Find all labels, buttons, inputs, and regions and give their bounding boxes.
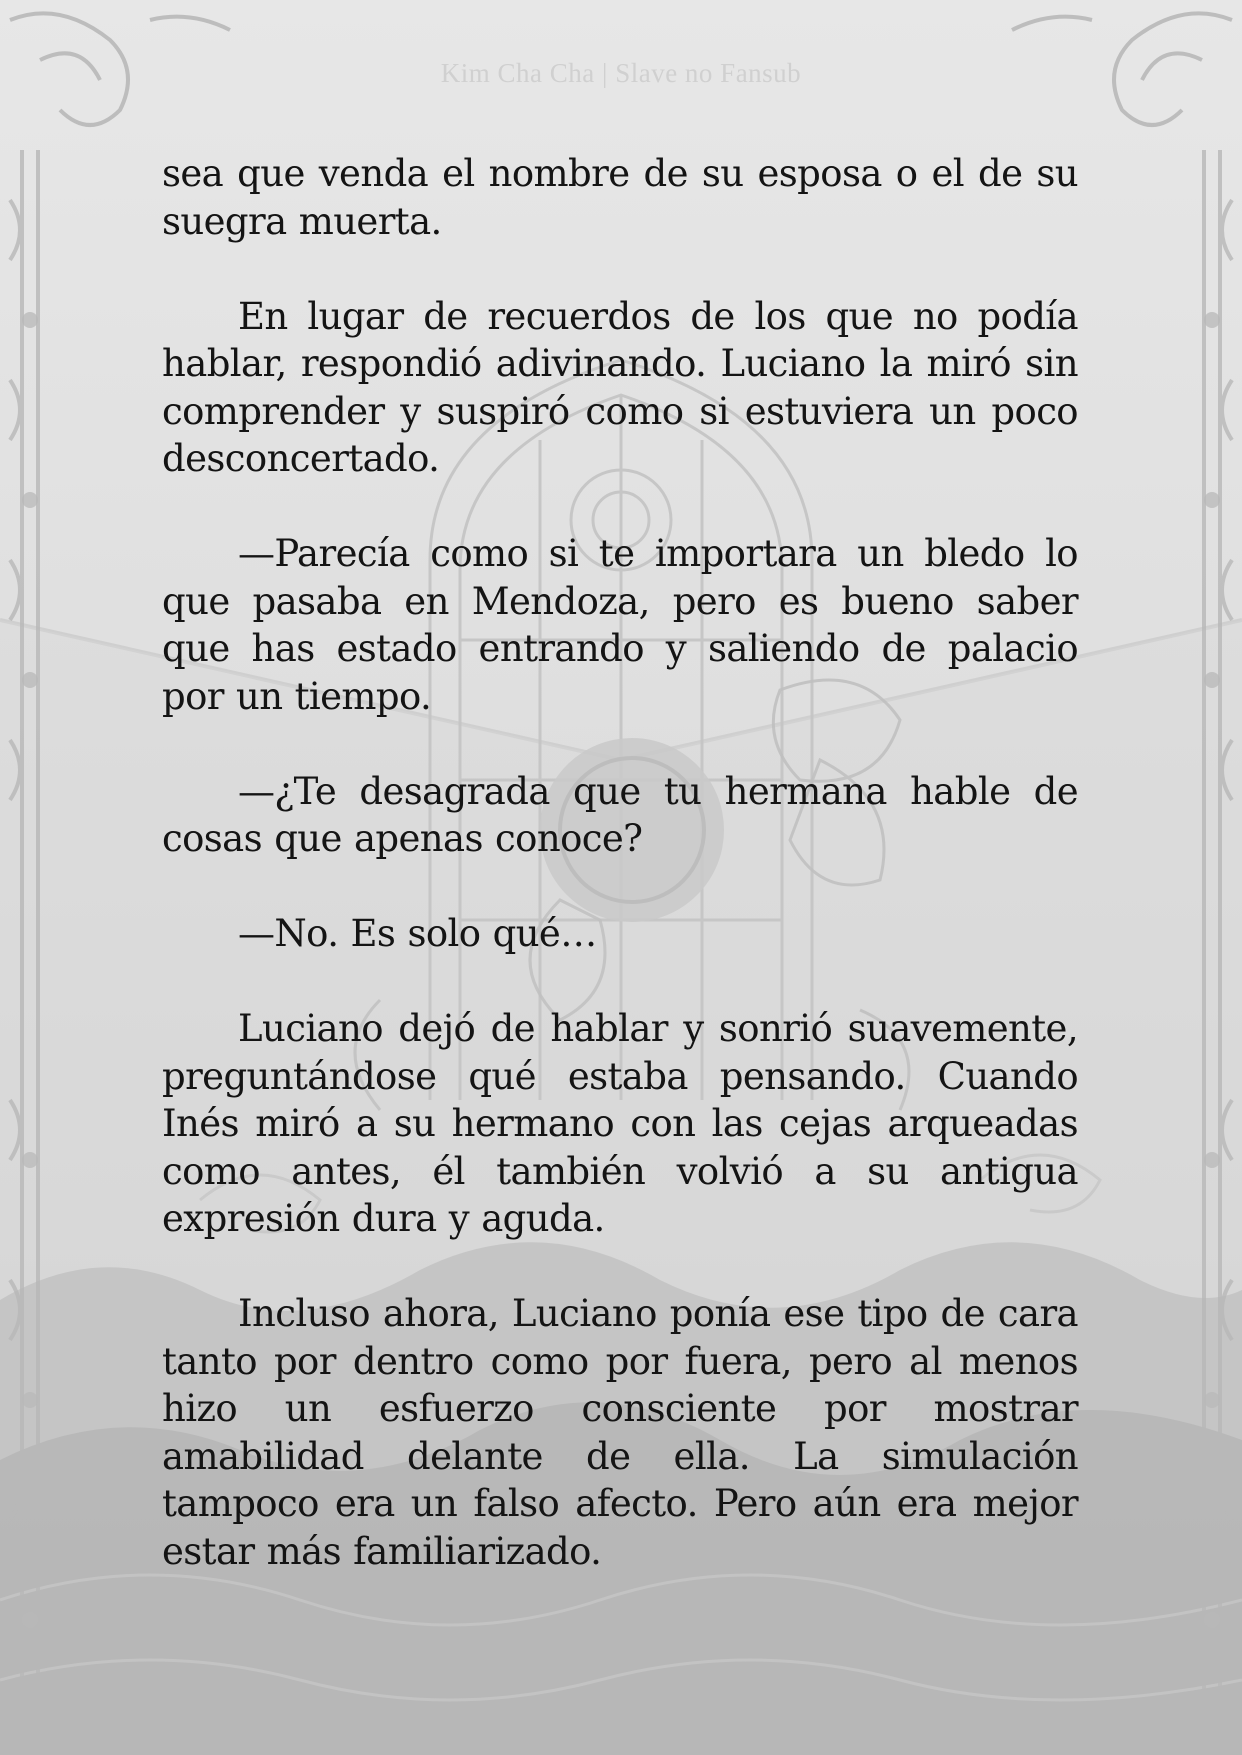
- paragraph: En lugar de recuerdos de los que no podía hablar, respondió adivinando. Luciano la miró sin comprender y suspiró como si estuviera un poco desconcertado.: [162, 294, 1078, 480]
- paragraph: sea que venda el nombre de su esposa o el de su suegra muerta.: [162, 152, 1078, 243]
- paragraph: —¿Te desagrada que tu hermana hable de cosas que apenas conoce?: [162, 769, 1078, 860]
- paragraph: —No. Es solo qué…: [238, 912, 597, 955]
- paragraph: Incluso ahora, Luciano ponía ese tipo de cara tanto por dentro como por fuera, pero al menos hizo un esfuerzo consciente por mostrar amabilidad delante de ella. La simulación tampoco era un falso afecto. Pero aún era mejor estar más familiarizado.: [162, 1292, 1078, 1573]
- paragraph: Luciano dejó de hablar y sonrió suavemente, preguntándose qué estaba pensando. Cuando Inés miró a su hermano con las cejas arqueadas como antes, él también volvió a su antigua expresión dura y aguda.: [162, 1007, 1078, 1240]
- header-watermark: Kim Cha Cha | Slave no Fansub: [440, 58, 802, 88]
- document-body: [162, 150, 1078, 1623]
- paragraph: —Parecía como si te importara un bledo lo que pasaba en Mendoza, pero es bueno saber que has estado entrando y saliendo de palacio por un tiempo.: [162, 532, 1078, 718]
